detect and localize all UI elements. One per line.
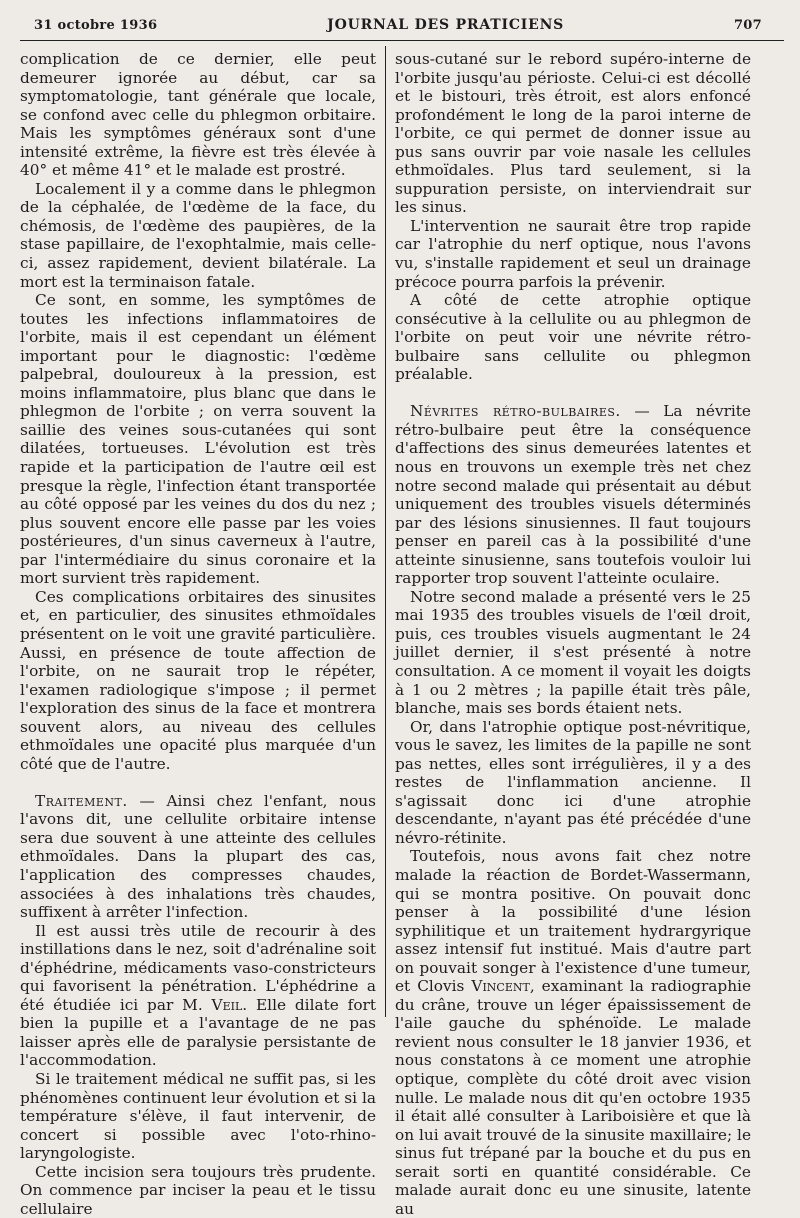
paragraph: Localement il y a comme dans le phlegmon de la céphalée, de l'œdème de la face, du chémosis, de l'œdème des paupières, de la stase papillaire, de l'exophtalmie, mais celle-ci, assez rapidement, devient bilatérale. La mort est la terminaison fatale. xyxy=(20,179,376,291)
page-number: 707 xyxy=(733,17,762,33)
header-date: 31 octobre 1936 xyxy=(34,17,158,33)
paragraph-text: Toutefois, nous avons fait chez notre malade la réaction de Bordet-Wassermann, qui se montra positive. On pouvait donc penser à la possibilité d'une lésion syphilitique et un traitement hydrargyrique assez intensif fut institué. Mais d'autre part on pouvait songer à l'existence d'une tumeur, et Clovis xyxy=(395,847,751,996)
paragraph xyxy=(20,922,376,1070)
paragraph-text: , examinant la radiographie du crâne, trouve un léger épaississement de l'aile gauche du sphénoïde. Le malade revient nous consulter le 18 janvier 1936, et nous constatons à ce moment une atrophie optique, complète du côté droit avec vision nulle. Le malade nous dit qu'en octobre 1935 il était allé consulter à Lariboisière et que là on lui avait trouvé de la sinusite maxillaire; le sinus fut trépané par la bouche et du pus en serait sorti en quantité considérable. Ce malade aurait donc eu une sinusite, latente au xyxy=(395,977,751,1218)
paragraph: Ces complications orbitaires des sinusites et, en particulier, des sinusites ethmoïdales présentent on le voit une gravité particulière. Aussi, en présence de toute affection de l'orbite, on ne saurait trop le répéter, l'examen radiologique s'impose ; il permet l'exploration des sinus de la face et montrera souvent alors, au niveau des cellules ethmoïdales une opacité plus marquée d'un côté que de l'autre. xyxy=(20,587,376,773)
paragraph: A côté de cette atrophie optique consécutive à la cellulite ou au phlegmon de l'orbite on peut voir une névrite rétro-bulbaire sans cellulite ou phlegmon préalable. xyxy=(395,291,751,384)
paragraph xyxy=(395,847,751,1218)
running-header xyxy=(34,14,762,36)
column-divider xyxy=(385,46,386,1017)
paragraph-traitement xyxy=(20,792,376,922)
paragraph: Notre second malade a présenté vers le 25 mai 1935 des troubles visuels de l'œil droit, puis, ces troubles visuels augmentant le 24 juillet dernier, il s'est présenté à notre consultation. A ce moment il voyait les doigts à 1 ou 2 mètres ; la papille était très pâle, blanche, mais ses bords étaient nets. xyxy=(395,587,751,718)
author-name: Vincent xyxy=(471,977,530,996)
paragraph: L'intervention ne saurait être trop rapide car l'atrophie du nerf optique, nous l'avons vu, s'installe rapidement et seul un drainage précoce pourra parfois la prévenir. xyxy=(395,216,751,291)
paragraph-text: — Ainsi chez l'enfant, nous l'avons dit, une cellulite orbitaire intense sera due souvent à une atteinte des cellules ethmoïdales. Dans la plupart des cas, l'application des compresses chaudes, associées à des inhalations très chaudes, suffixent à arrêter l'infection. xyxy=(20,791,376,922)
paragraph: Ce sont, en somme, les symptômes de toutes les infections inflammatoires de l'orbite, mais il est cependant un élément important pour le diagnostic: l'œdème palpebral, douloureux à la pression, est moins inflammatoire, plus blanc que dans le phlegmon de l'orbite ; on verra souvent la saillie des veines sous-cutanées qui sont dilatées, tortueuses. L'évolution est très rapide et la participation de l'autre œil est presque la règle, l'infection étant transportée au côté opposé par les veines du dos du nez ; plus souvent encore elle passe par les voies postérieures, d'un sinus caverneux à l'autre, par l'intermédiaire du sinus coronaire et la mort survient très rapidement. xyxy=(20,291,376,588)
section-heading-nevrites: Névrites rétro-bulbaires. xyxy=(410,402,621,421)
author-name: Veil xyxy=(211,995,243,1014)
paragraph-text: — La névrite rétro-bulbaire peut être la conséquence d'affections des sinus demeurées latentes et nous en trouvons un exemple très net chez notre second malade qui présentait au début uniquement des troubles visuels déterminés par des lésions sinusiennes. Il faut toujours penser en pareil cas à la possibilité d'une atteinte sinusienne, sans toutefois vouloir lui rapporter trop souvent l'atteinte oculaire. xyxy=(395,402,751,588)
left-column xyxy=(20,50,376,1218)
paragraph-text: Il est aussi très utile de recourir à des instillations dans le nez, soit d'adrénaline soit d'éphédrine, médicaments vaso-constricteurs qui favorisent la pénétration. L'éphédrine a été étudiée ici par M. xyxy=(20,921,376,1014)
paragraph-nevrites xyxy=(395,402,751,587)
journal-title: JOURNAL DES PRATICIENS xyxy=(327,17,565,33)
paragraph-text: . Elle dilate fort bien la pupille et a l'avantage de ne pas laisser après elle de paralysie persistante de l'accommodation. xyxy=(20,995,376,1070)
paragraph: Cette incision sera toujours très prudente. On commence par inciser la peau et le tissu cellulaire xyxy=(20,1162,376,1218)
header-rule xyxy=(20,40,784,41)
paragraph: complication de ce dernier, elle peut demeurer ignorée au début, car sa symptomatologie, tant générale que locale, se confond avec celle du phlegmon orbitaire. Mais les symptômes généraux sont d'une intensité extrême, la fièvre est très élevée à 40° et même 41° et le malade est prostré. xyxy=(20,50,376,180)
paragraph: sous-cutané sur le rebord supéro-interne de l'orbite jusqu'au périoste. Celui-ci est décollé et le bistouri, très étroit, est alors enfoncé profondément le long de la paroi interne de l'orbite, ce qui permet de donner issue au pus sans ouvrir par voie nasale les cellules ethmoïdales. Plus tard seulement, si la suppuration persiste, on interviendrait sur les sinus. xyxy=(395,50,751,217)
right-column xyxy=(395,50,751,1218)
paragraph: Or, dans l'atrophie optique post-névritique, vous le savez, les limites de la papille ne sont pas nettes, elles sont irrégulières, il y a des restes de l'inflammation ancienne. Il s'agissait donc ici d'une atrophie descendante, n'ayant pas été précédée d'une névro-rétinite. xyxy=(395,717,751,847)
paragraph: Si le traitement médical ne suffit pas, si les phénomènes continuent leur évolution et si la température s'élève, il faut intervenir, de concert si possible avec l'oto-rhino-laryngologiste. xyxy=(20,1070,376,1163)
section-heading-traitement: Traitement. xyxy=(35,791,128,810)
